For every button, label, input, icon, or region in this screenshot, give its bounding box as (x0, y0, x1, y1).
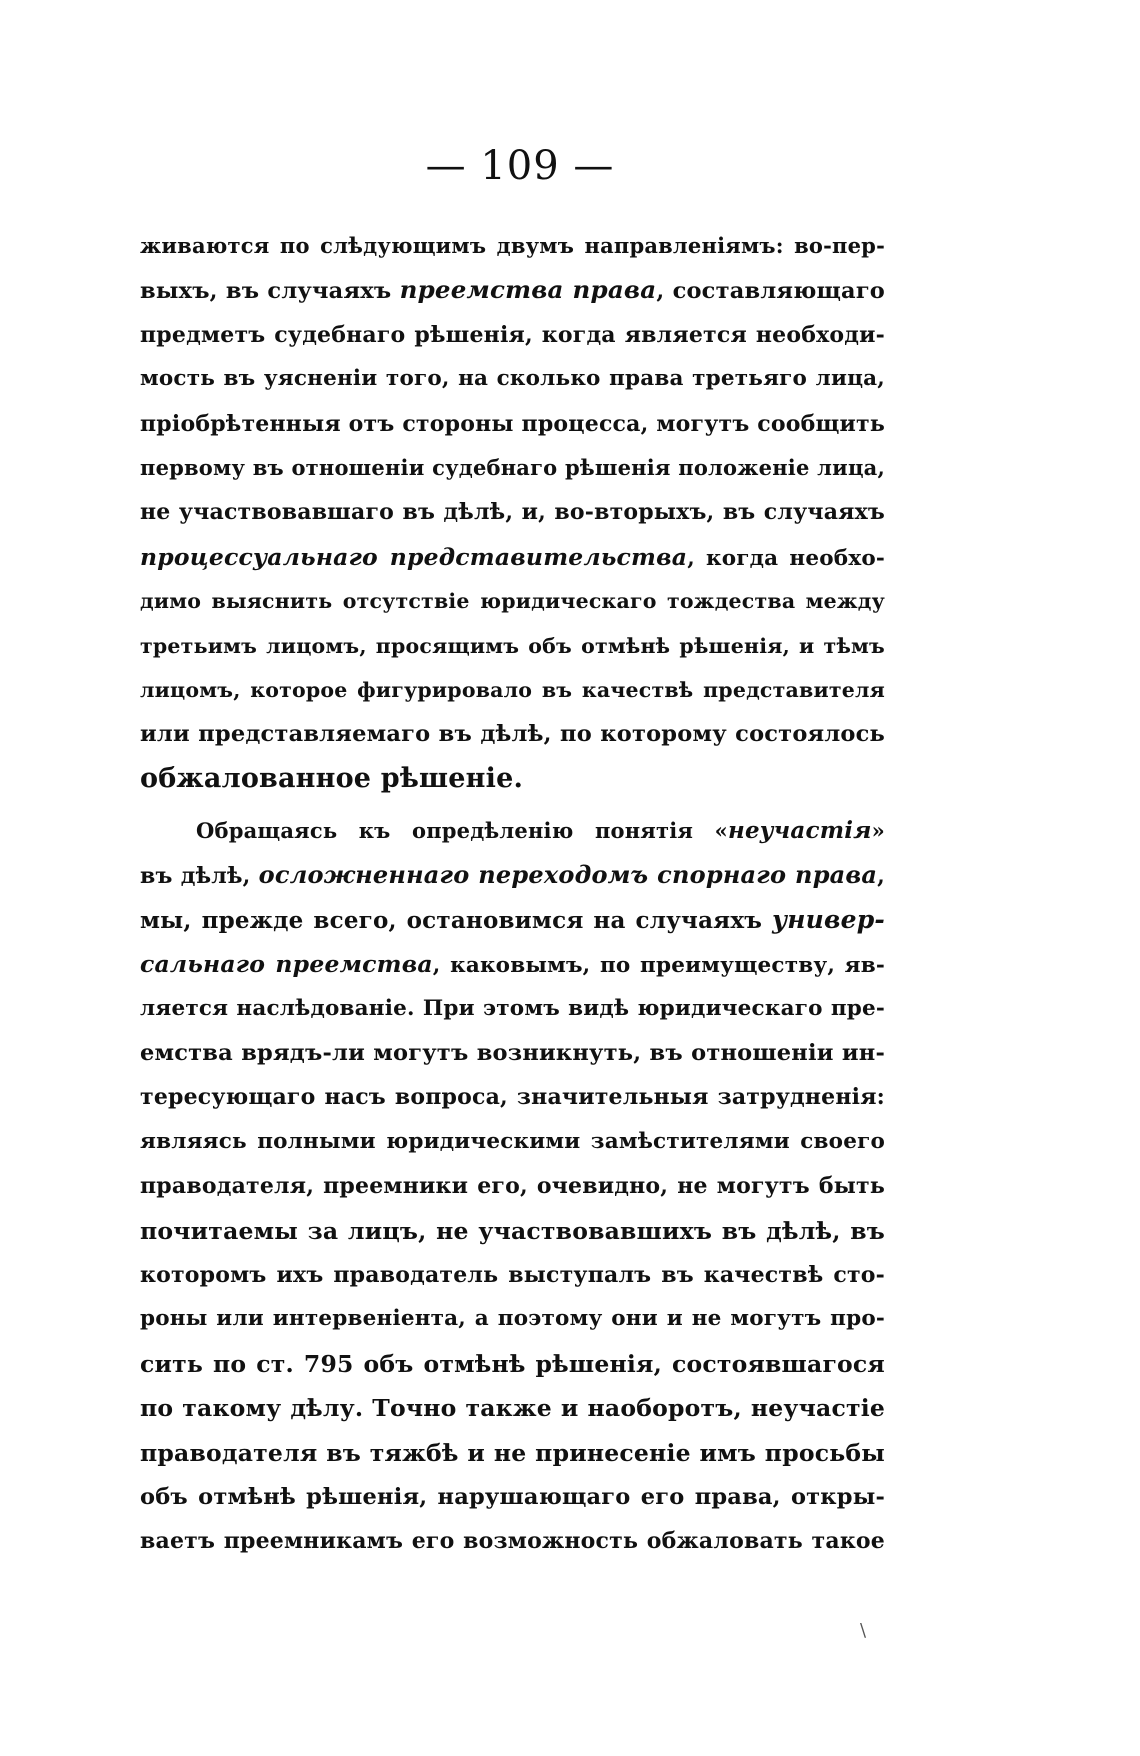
text-segment: или представляемаго въ дѣлѣ, по которому состоялось (140, 721, 885, 748)
text-segment: , составляющаго (656, 278, 886, 305)
paragraph-gap (140, 801, 885, 809)
text-segment: которомъ ихъ праводатель выступалъ въ качествѣ сто- (140, 1261, 885, 1288)
text-segment: праводателя въ тяжбѣ и не принесеніе имъ просьбы (140, 1438, 885, 1467)
emphasized-term: неучастія (727, 817, 872, 845)
text-segment: емства врядъ-ли могутъ возникнуть, въ отношеніи ин- (140, 1040, 885, 1067)
text-line (140, 987, 885, 1031)
text-line (140, 535, 885, 579)
text-line (140, 1253, 885, 1297)
text-line (140, 490, 885, 534)
text-line (140, 1075, 885, 1119)
text-segment: , (877, 863, 886, 890)
text-line (140, 898, 885, 942)
emphasized-term: преемства права (399, 275, 657, 305)
text-segment: первому въ отношеніи судебнаго рѣшенія положеніе лица, (140, 454, 885, 480)
text-segment: , когда необхо- (687, 545, 885, 571)
text-segment: предметъ судебнаго рѣшенія, когда является необходи- (140, 321, 885, 348)
text-segment: третьимъ лицомъ, просящимъ объ отмѣнѣ рѣшенія, и тѣмъ (140, 633, 885, 658)
text-segment: Обращаясь къ опредѣленію понятія « (196, 818, 728, 844)
text-segment: тересующаго насъ вопроса, значительныя затрудненія: (140, 1084, 885, 1111)
text-segment: димо выяснить отсутствіе юридическаго тождества между (140, 589, 885, 614)
text-line (140, 1164, 885, 1208)
text-line (140, 402, 885, 446)
text-line (140, 809, 885, 853)
text-segment: , каковымъ, по преимуществу, яв- (432, 953, 885, 979)
text-line (140, 579, 885, 623)
text-line (140, 942, 885, 986)
text-line (140, 853, 885, 897)
text-line (140, 313, 885, 357)
text-line (140, 712, 885, 756)
text-line (140, 1519, 885, 1563)
text-line (140, 1342, 885, 1386)
text-segment: почитаемы за лицъ, не участвовавшихъ въ дѣлѣ, въ (140, 1216, 885, 1245)
text-segment: обжалованное рѣшеніе. (140, 762, 524, 794)
text-segment: лицомъ, которое фигурировало въ качествѣ представителя (140, 677, 885, 702)
text-line (140, 1120, 885, 1164)
text-line (140, 1297, 885, 1341)
text-segment: въ дѣлѣ, (140, 863, 259, 890)
text-line (140, 224, 885, 268)
text-segment: по такому дѣлу. Точно также и наоборотъ, неучастіе (140, 1394, 885, 1423)
text-line (140, 1386, 885, 1430)
text-line (140, 268, 885, 312)
text-segment: живаются по слѣдующимъ двумъ направленіямъ: во-пер- (140, 233, 885, 258)
text-segment: » (871, 818, 885, 844)
emphasized-term: универ- (772, 904, 885, 934)
text-line (140, 668, 885, 712)
text-segment: ваетъ преемникамъ его возможность обжаловать такое (140, 1528, 885, 1555)
text-line (140, 1209, 885, 1253)
text-segment: ляется наслѣдованіе. При этомъ видѣ юридическаго пре- (140, 995, 885, 1021)
text-segment: не участвовавшаго въ дѣлѣ, и, во-вторыхъ, въ случаяхъ (140, 499, 885, 526)
text-segment: мы, прежде всего, остановимся на случаяхъ (140, 906, 773, 934)
text-line (140, 357, 885, 401)
text-segment: являясь полными юридическими замѣстителями своего (140, 1128, 885, 1154)
text-line (140, 446, 885, 490)
text-line (140, 1031, 885, 1075)
text-segment: выхъ, въ случаяхъ (140, 278, 400, 305)
text-segment: мость въ уясненіи того, на сколько права третьяго лица, (140, 366, 885, 392)
text-line (140, 1431, 885, 1475)
page-number: — 109 — (425, 143, 615, 189)
text-segment: пріобрѣтенныя отъ стороны процесса, могутъ сообщить (140, 410, 885, 437)
text-segment: сить по ст. 795 объ отмѣнѣ рѣшенія, состоявшагося (140, 1349, 885, 1378)
text-line (140, 624, 885, 668)
text-segment: праводателя, преемники его, очевидно, не могутъ быть (140, 1173, 885, 1200)
text-segment: роны или интервеніента, а поэтому они и не могутъ про- (140, 1306, 885, 1332)
emphasized-term: процессуальнаго представительства (140, 542, 688, 571)
text-line (140, 1475, 885, 1519)
stray-mark: \ (860, 1620, 867, 1641)
text-line (140, 757, 885, 801)
body-text (140, 224, 885, 1564)
emphasized-term: сальнаго преемства (140, 950, 433, 979)
text-segment: объ отмѣнѣ рѣшенія, нарушающаго его права, откры- (140, 1483, 885, 1510)
emphasized-term: осложненнаго переходомъ спорнаго права (258, 860, 878, 890)
